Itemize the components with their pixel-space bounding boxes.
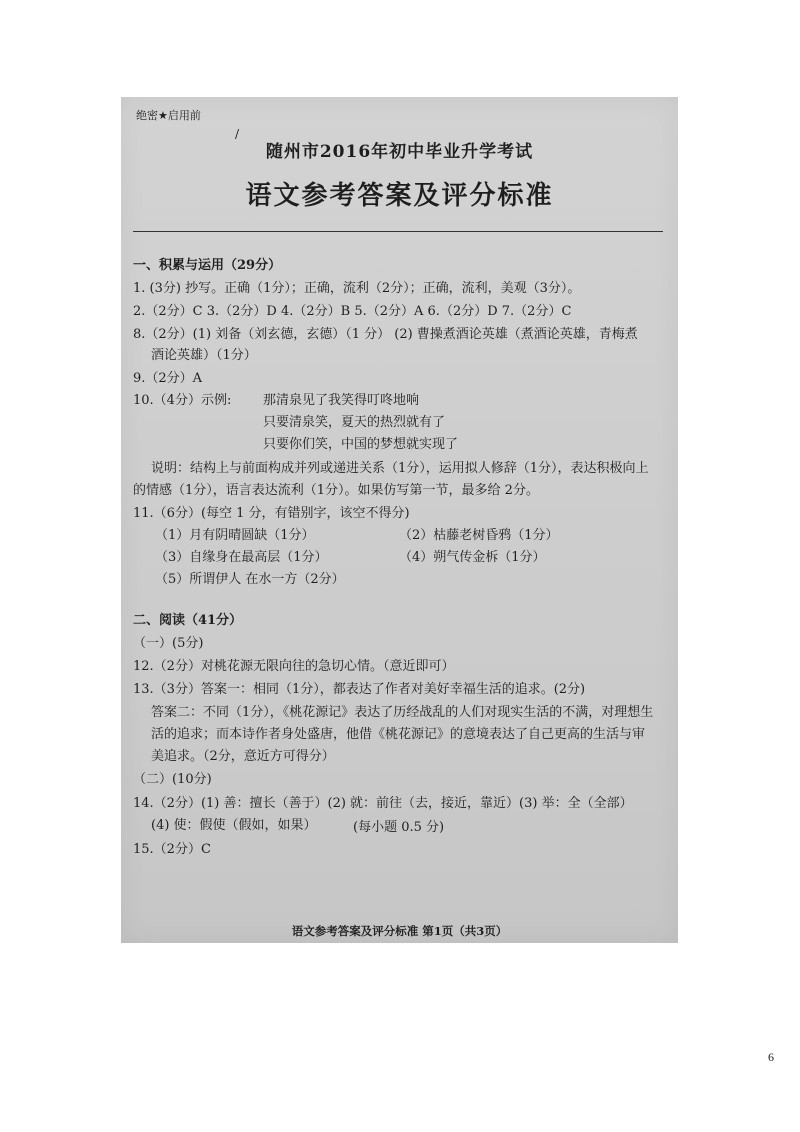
answer-q14-note: (每小题 0.5 分) — [353, 820, 445, 835]
answer-q13-line2: 答案二：不同（1分），《桃花源记》表达了历经战乱的人们对现实生活的不满，对理想生 — [151, 705, 654, 720]
title-divider — [133, 231, 663, 232]
part1-heading: （一）(5分) — [133, 636, 204, 651]
pen-mark: / — [235, 127, 240, 141]
q11-item: （2）枯藤老树昏鸦（1分） — [399, 528, 559, 543]
q11-item: （5）所谓伊人 在水一方（2分） — [155, 572, 345, 587]
q11-item: （3）自缘身在最高层（1分） — [155, 550, 328, 565]
section1-heading: 一、积累与运用（29分） — [133, 258, 282, 273]
answer-q8-line2: 酒论英雄）（1分） — [151, 348, 257, 363]
poem-line: 只要你们笑，中国的梦想就实现了 — [263, 437, 459, 452]
secret-label: 绝密★启用前 — [136, 109, 201, 122]
poem-line: 只要清泉笑，夏天的热烈就有了 — [263, 415, 446, 430]
q10-note-line1: 说明：结构上与前面构成并列或递进关系（1分），运用拟人修辞（1分），表达积极向上 — [151, 461, 649, 476]
answer-q11-heading: 11.（6分）(每空 1 分，有错别字，该空不得分) — [133, 506, 410, 521]
answer-q15: 15.（2分）C — [133, 842, 211, 857]
part2-heading: （二）(10分) — [133, 772, 212, 787]
poem-line: 那清泉见了我笑得叮咚地响 — [263, 393, 420, 408]
answer-q14-line1: 14.（2分）(1) 善：擅长（善于）(2) 就：前往（去，接近，靠近）(3) 举：全（全部） — [133, 796, 633, 811]
exam-title: 随州市2016年初中毕业升学考试 — [265, 142, 534, 162]
answer-q13-line4: 美追求。（2分，意近方可得分） — [151, 749, 335, 764]
page-title: 语文参考答案及评分标准 — [245, 181, 554, 211]
q10-note-line2: 的情感（1分），语言表达流利（1分）。如果仿写第一节，最多给 2分。 — [133, 483, 539, 498]
answer-q8-line1: 8.（2分）(1) 刘备（刘玄德，玄德）（1 分） (2) 曹操煮酒论英雄（煮酒论英雄，青梅煮 — [133, 327, 638, 342]
answer-q1: 1. (3分) 抄写。正确（1分）；正确，流利（2分）；正确，流利，美观（3分）。 — [133, 281, 581, 296]
scanned-answer-sheet — [121, 97, 678, 943]
answer-q10-label: 10.（4分）示例: — [133, 393, 232, 408]
page-number: 6 — [768, 1050, 774, 1064]
q11-item: （4）朔气传金柝（1分） — [399, 550, 546, 565]
section2-heading: 二、阅读（41分） — [133, 613, 243, 628]
answer-q14-line2: (4) 使：假使（假如，如果） — [151, 818, 317, 833]
q11-item: （1）月有阴晴圆缺（1分） — [155, 528, 315, 543]
answer-q13-line1: 13.（3分）答案一：相同（1分），都表达了作者对美好幸福生活的追求。(2分) — [133, 682, 586, 697]
answer-q12: 12.（2分）对桃花源无限向往的急切心情。（意近即可） — [133, 659, 455, 674]
answer-q2-7: 2.（2分）C 3.（2分）D 4.（2分）B 5.（2分）A 6.（2分）D 7.（2分）C — [133, 304, 572, 319]
page-footer: 语文参考答案及评分标准 第1页（共3页） — [291, 924, 508, 938]
answer-q9: 9.（2分）A — [133, 371, 203, 386]
answer-q13-line3: 活的追求；而本诗作者身处盛唐，他借《桃花源记》的意境表达了自己更高的生活与审 — [151, 727, 646, 742]
